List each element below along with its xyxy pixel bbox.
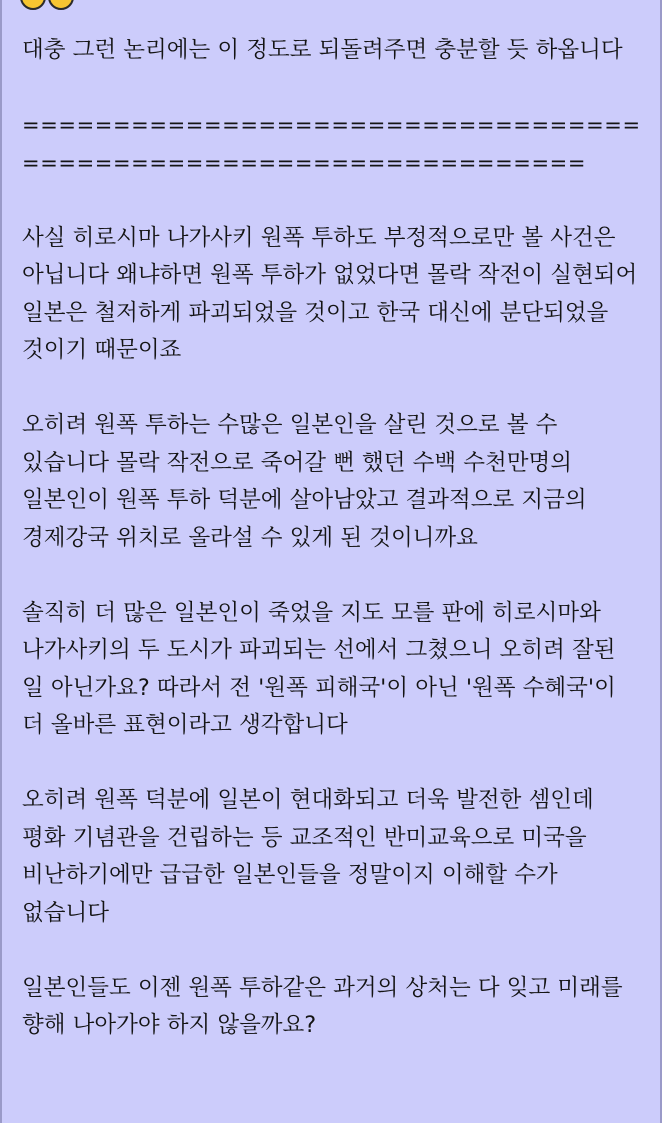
separator-line: ================================================================= bbox=[22, 113, 641, 175]
emoji-face-icon bbox=[20, 0, 46, 10]
paragraph-5: 일본인들도 이젠 원폭 투하같은 과거의 상처는 다 잊고 미래를 향해 나아가야 하지 않을까요? bbox=[22, 974, 623, 1038]
paragraph-1: 사실 히로시마 나가사키 원폭 투하도 부정적으로만 볼 사건은 아닙니다 왜냐하면 원폭 투하가 없었다면 몰락 작전이 실현되어 일본은 철저하게 파괴되었을 것이고 한국 대신에 분단되었을 것이기 때문이죠 bbox=[22, 224, 638, 363]
paragraph-3: 솔직히 더 많은 일본인이 죽었을 지도 모를 판에 히로시마와 나가사키의 두 도시가 파괴되는 선에서 그쳤으니 오히려 잘된 일 아닌가요? 따라서 전 '원폭 피해국'이 아닌 '원폭 수혜국'이 더 올바른 표현이라고 생각합니다 bbox=[22, 599, 616, 738]
post-content bbox=[22, 32, 644, 1082]
emoji-row bbox=[20, 0, 74, 12]
emoji-face-icon bbox=[48, 0, 74, 10]
paragraph-intro: 대충 그런 논리에는 이 정도로 되돌려주면 충분할 듯 하옵니다 bbox=[22, 37, 623, 63]
paragraph-4: 오히려 원폭 덕분에 일본이 현대화되고 더욱 발전한 셈인데 평화 기념관을 건립하는 등 교조적인 반미교육으로 미국을 비난하기에만 급급한 일본인들을 정말이지 이해할 수가 없습니다 bbox=[22, 787, 594, 926]
paragraph-2: 오히려 원폭 투하는 수많은 일본인을 살린 것으로 볼 수 있습니다 몰락 작전으로 죽어갈 뻔 했던 수백 수천만명의 일본인이 원폭 투하 덕분에 살아남았고 결과적으로 지금의 경제강국 위치로 올라설 수 있게 된 것이니까요 bbox=[22, 412, 587, 551]
